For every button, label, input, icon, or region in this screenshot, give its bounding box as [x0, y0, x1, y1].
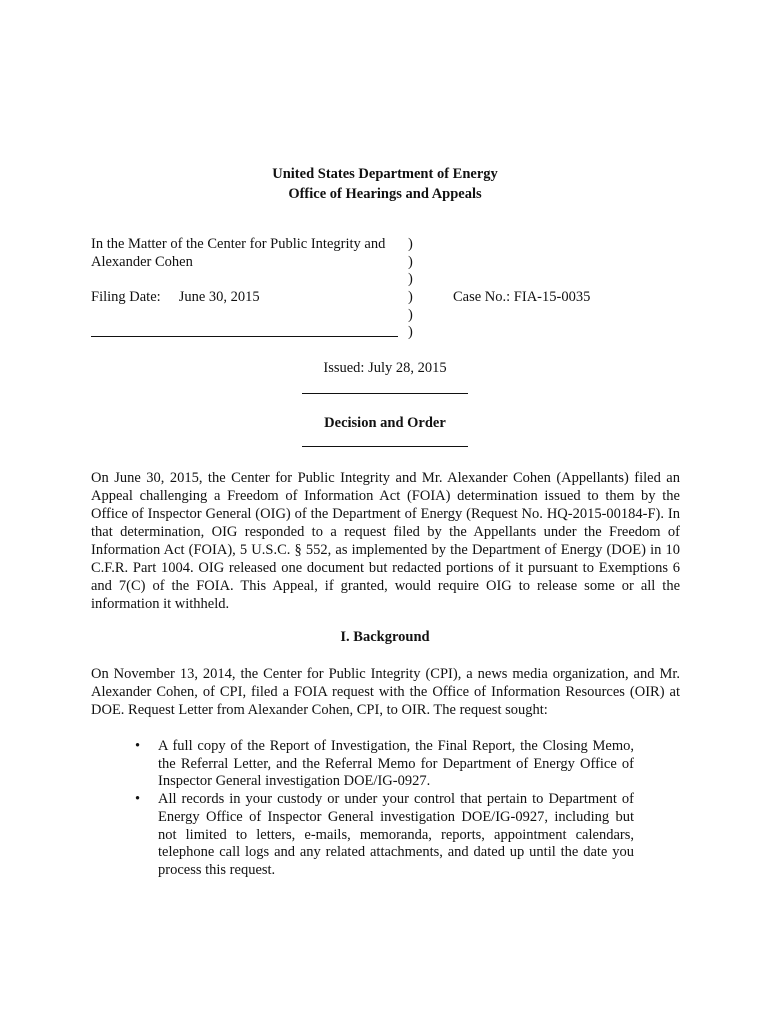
divider-bottom — [302, 446, 468, 447]
filing-date — [91, 289, 260, 307]
caption-paren: ) — [408, 324, 413, 341]
caption-row-4 — [91, 289, 611, 307]
caption-row-3 — [91, 271, 611, 289]
caption-paren: ) — [408, 253, 413, 270]
document-header — [0, 164, 770, 204]
filing-date-label: Filing Date: — [91, 289, 161, 306]
list-item — [135, 738, 634, 791]
caption-paren: ) — [408, 236, 413, 252]
request-list — [135, 738, 634, 880]
office-name: Office of Hearings and Appeals — [288, 186, 482, 202]
case-caption — [91, 236, 611, 342]
divider-top — [302, 393, 468, 394]
bullet-icon: • — [135, 738, 141, 754]
caption-row-1 — [91, 236, 611, 254]
background-paragraph: On November 13, 2014, the Center for Public Integrity (CPI), a news media organization, and Mr. Alexander Cohen, of CPI, filed a FOIA request with the Office of Information Resources (OIR) at DOE. Request Letter from Alexander Cohen, CPI, to OIR. The request sought: — [91, 666, 680, 718]
caption-row-6 — [91, 324, 611, 342]
list-item — [135, 791, 634, 880]
case-number: Case No.: FIA-15-0035 — [453, 289, 591, 306]
issued-date: Issued: July 28, 2015 — [323, 360, 447, 376]
caption-paren: ) — [408, 289, 413, 306]
bullet-icon: • — [135, 791, 141, 808]
agency-name: United States Department of Energy — [272, 166, 498, 182]
list-item-text: All records in your custody or under your control that pertain to Department of Energy Office of Inspector General investigation DOE/IG-0927, including but not limited to letters, e-mails, memoranda, reports, appointment calendars, telephone call logs and any related attachments, and dated up until the date you process this request. — [158, 791, 634, 878]
caption-paren: ) — [408, 306, 413, 323]
document-title: Decision and Order — [324, 415, 446, 431]
caption-paren: ) — [408, 271, 413, 288]
list-item-text: A full copy of the Report of Investigation, the Final Report, the Closing Memo, the Referral Letter, and the Referral Memo for Department of Energy Office of Inspector General investigation DOE/IG-0927. — [158, 738, 634, 790]
filing-date-value: June 30, 2015 — [178, 289, 260, 306]
section-heading-background: I. Background — [340, 629, 430, 645]
matter-line-1: In the Matter of the Center for Public Integrity and — [91, 236, 386, 252]
intro-paragraph: On June 30, 2015, the Center for Public Integrity and Mr. Alexander Cohen (Appellants) filed an Appeal challenging a Freedom of Information Act (FOIA) determination issued to them by the Office of Inspector General (OIG) of the Department of Energy (Request No. HQ-2015-00184-F). In that determination, OIG responded to a request filed by the Appellants under the Freedom of Information Act (FOIA), 5 U.S.C. § 552, as implemented by the Department of Energy (DOE) in 10 C.F.R. Part 1004. OIG released one document but redacted portions of it pursuant to Exemptions 6 and 7(C) of the FOIA. This Appeal, if granted, would require OIG to release some or all the information it withheld. — [91, 470, 680, 612]
matter-line-2: Alexander Cohen — [91, 253, 193, 270]
caption-row-5 — [91, 307, 611, 325]
caption-underline — [91, 336, 398, 337]
caption-row-2 — [91, 254, 611, 272]
